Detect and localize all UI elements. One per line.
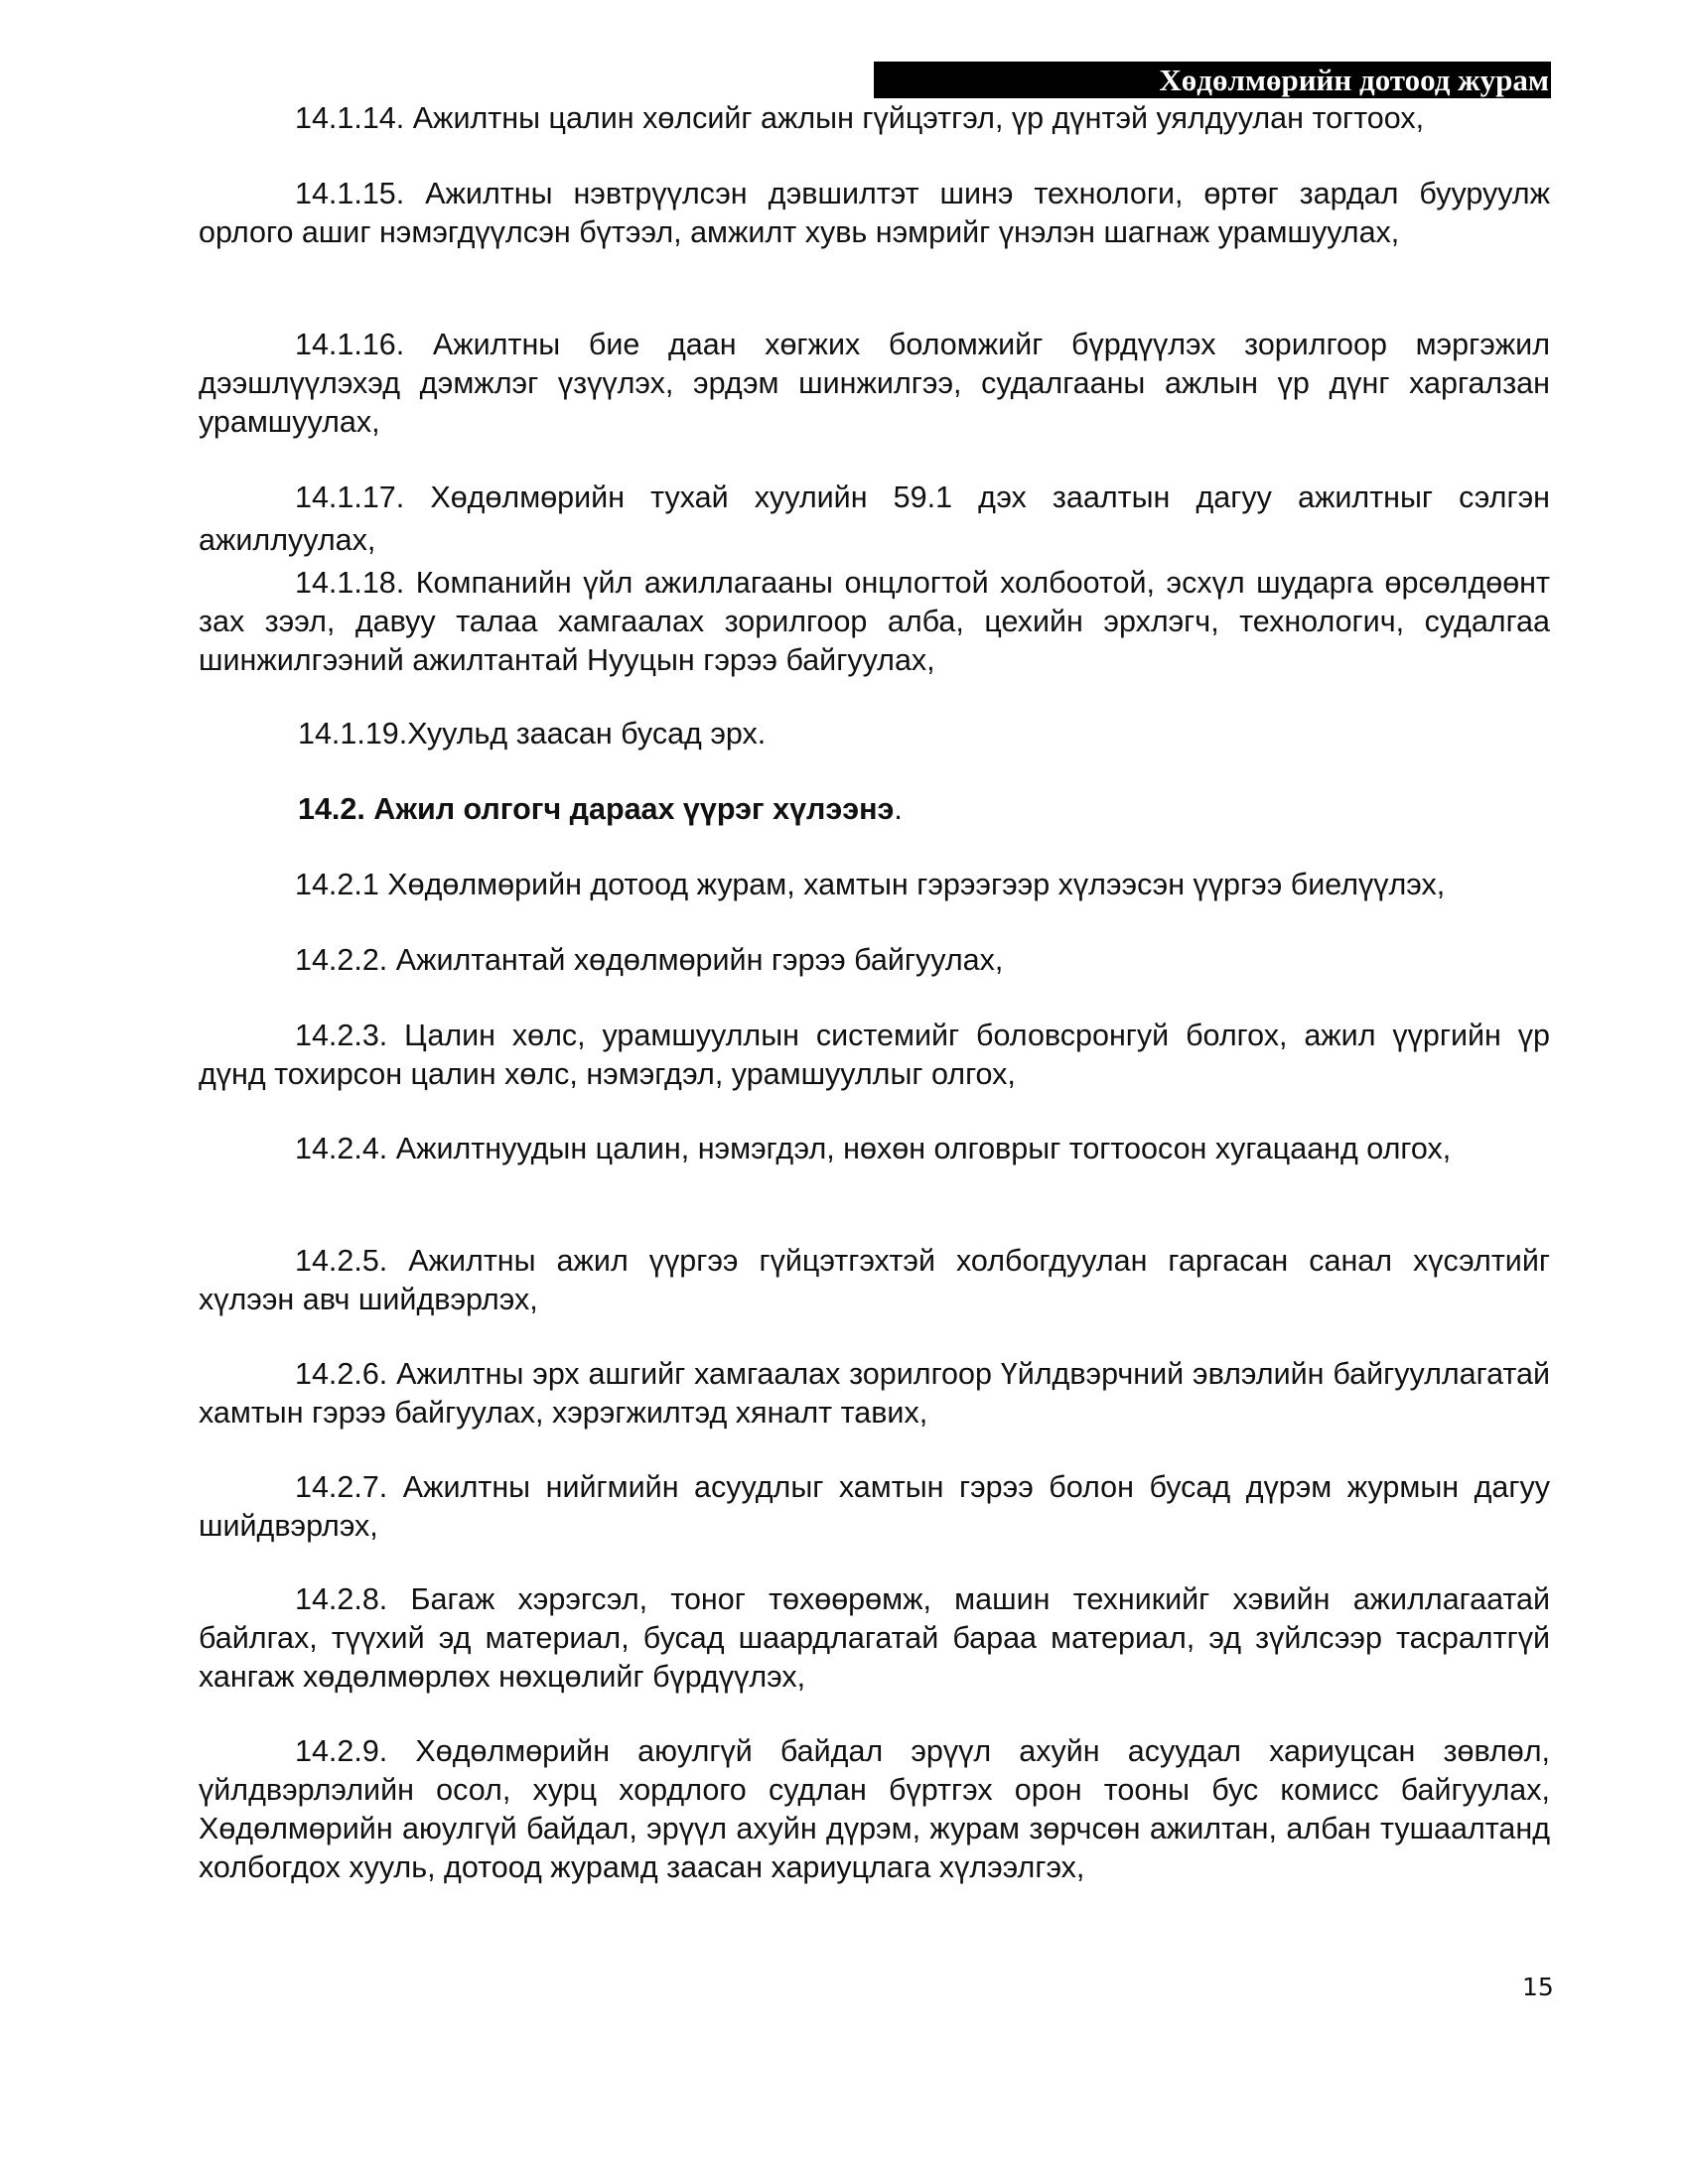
clause-14-1-15: 14.1.15. Ажилтны нэвтрүүлсэн дэвшилтэт шинэ технологи, өртөг зардал бууруулж орлого ашиг нэмэгдүүлсэн бүтээл, амжилт хувь нэмрийг үнэлэн шагнаж урамшуулах, (199, 177, 1550, 249)
clause-14-1-16: 14.1.16. Ажилтны бие даан хөгжих боломжийг бүрдүүлэх зорилгоор мэргэжил дээшлүүлэхэд дэмжлэг үзүүлэх, эрдэм шинжилгээ, судалгааны ажлын үр дүнг харгалзан урамшуулах, (199, 328, 1550, 439)
clause-14-2-1: 14.2.1 Хөдөлмөрийн дотоод журам, хамтын гэрээгээр хүлээсэн үүргээ биелүүлэх, (295, 868, 1446, 901)
clause-14-2-3: 14.2.3. Цалин хөлс, урамшууллын системийг боловсронгуй болгох, ажил үүргийн үр дүнд тохирсон цалин хөлс, нэмэгдэл, урамшууллыг олгох, (199, 1019, 1550, 1091)
clause-14-1-19: 14.1.19.Хуульд заасан бусад эрх. (298, 717, 767, 751)
section-heading-period: . (894, 792, 903, 826)
clause-14-1-17: 14.1.17. Хөдөлмөрийн тухай хуулийн 59.1 дэх заалтын дагуу ажилтныг сэлгэн ажиллуулах, (199, 480, 1550, 557)
section-heading-14-2 (199, 790, 1550, 829)
clause-14-2-8: 14.2.8. Багаж хэрэгсэл, тоног төхөөрөмж, машин техникийг хэвийн ажиллагаатай байлгах, түүхий эд материал, бусад шаардлагатай бараа материал, эд зүйлсээр тасралтгүй хангаж хөдөлмөрлөх нөхцөлийг бүрдүүлэх, (199, 1582, 1550, 1694)
clause-14-2-7: 14.2.7. Ажилтны нийгмийн асуудлыг хамтын гэрээ болон бусад дүрэм журмын дагуу шийдвэрлэх, (199, 1470, 1550, 1543)
page-number: 15 (1522, 1973, 1554, 2001)
clause-14-1-18: 14.1.18. Компанийн үйл ажиллагааны онцлогтой холбоотой, эсхүл шударга өрсөлдөөнт зах зээл, давуу талаа хамгаалах зорилгоор алба, цехийн эрхлэгч, технологич, судалгаа шинжилгээний ажилтантай Нууцын гэрээ байгуулах, (199, 566, 1550, 677)
clause-14-2-5: 14.2.5. Ажилтны ажил үүргээ гүйцэтгэхтэй холбогдуулан гаргасан санал хүсэлтийг хүлээн авч шийдвэрлэх, (199, 1244, 1550, 1316)
running-header (874, 62, 1551, 98)
clause-14-2-4: 14.2.4. Ажилтнуудын цалин, нэмэгдэл, нөхөн олговрыг тогтоосон хугацаанд олгох, (295, 1132, 1452, 1165)
running-header-title: Хөдөлмөрийн дотоод журам (1159, 63, 1549, 97)
clause-14-1-14: 14.1.14. Ажилтны цалин хөлсийг ажлын гүйцэтгэл, үр дүнтэй уялдуулан тогтоох, (295, 101, 1425, 135)
clause-14-2-9: 14.2.9. Хөдөлмөрийн аюулгүй байдал эрүүл ахуйн асуудал хариуцсан зөвлөл, үйлдвэрлэлийн осол, хурц хордлого судлан бүртгэх орон тооны бус комисс байгуулах, Хөдөлмөрийн аюулгүй байдал, эрүүл ахуйн дүрэм, журам зөрчсөн ажилтан, албан тушаалтанд холбогдох хууль, дотоод журамд заасан хариуцлага хүлээлгэх, (199, 1734, 1550, 1884)
clause-14-2-6: 14.2.6. Ажилтны эрх ашгийг хамгаалах зорилгоор Үйлдвэрчний эвлэлийн байгууллагатай хамтын гэрээ байгуулах, хэрэгжилтэд хяналт тавих, (199, 1357, 1550, 1430)
section-heading-text: 14.2. Ажил олгогч дараах үүрэг хүлээнэ (298, 792, 895, 826)
clause-14-2-2: 14.2.2. Ажилтантай хөдөлмөрийн гэрээ байгуулах, (295, 943, 1004, 977)
